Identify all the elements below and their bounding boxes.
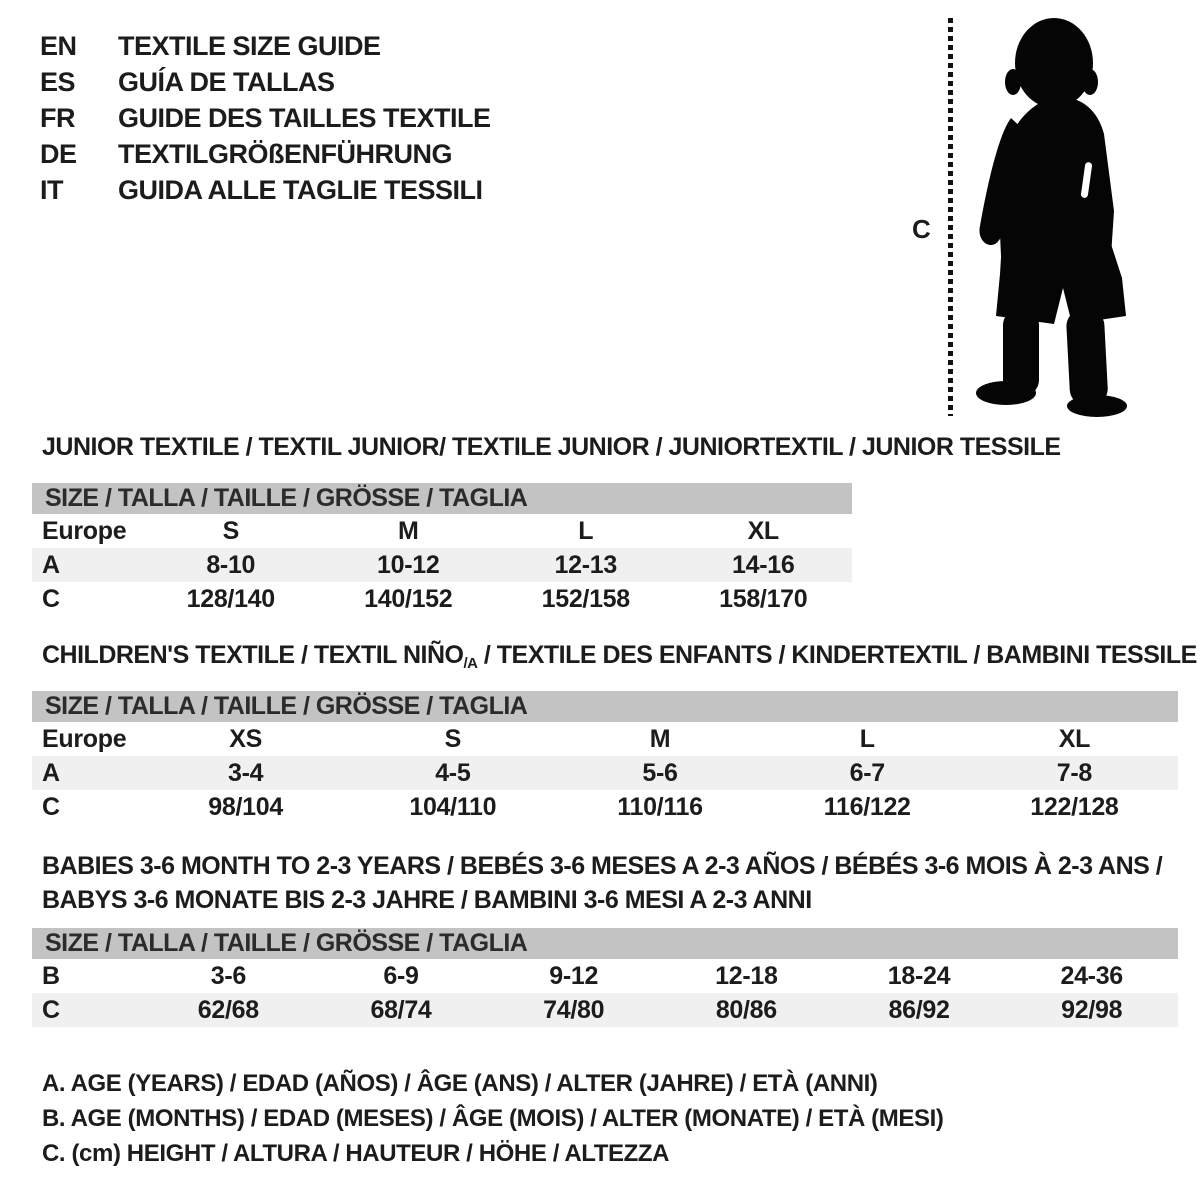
- legend-line-a: A. AGE (YEARS) / EDAD (AÑOS) / ÂGE (ANS) / ALTER (JAHRE) / ETÀ (ANNI): [42, 1070, 878, 1097]
- language-code: IT: [40, 174, 63, 205]
- age-cell: 7-8: [1056, 758, 1093, 787]
- height-cell: 104/110: [409, 792, 497, 821]
- table-row-age-years: [32, 548, 852, 582]
- size-cell: M: [397, 516, 419, 545]
- age-cell: 6-7: [849, 758, 885, 787]
- age-cell: 5-6: [642, 758, 678, 787]
- language-row-fr: [40, 100, 491, 136]
- table-row-height-cm: [32, 790, 1178, 824]
- height-cell: 62/68: [197, 995, 259, 1024]
- size-cell: M: [649, 724, 671, 753]
- age-cell: 6-9: [383, 961, 419, 990]
- legend: [42, 1066, 943, 1171]
- height-cell: 98/104: [208, 792, 283, 821]
- row-label: C: [42, 995, 60, 1024]
- table-row-height-cm: [32, 582, 852, 616]
- age-cell: 9-12: [549, 961, 599, 990]
- size-cell: XS: [229, 724, 262, 753]
- language-row-de: [40, 136, 491, 172]
- size-cell: XL: [1058, 724, 1091, 753]
- table-row-europe: [32, 514, 852, 548]
- language-title-list: [40, 28, 491, 208]
- section-title-babies: [42, 849, 1162, 917]
- size-cell: L: [859, 724, 875, 753]
- size-header-band: SIZE / TALLA / TAILLE / GRÖSSE / TAGLIA: [32, 691, 1178, 722]
- height-cell: 116/122: [823, 792, 911, 821]
- language-code: FR: [40, 102, 75, 133]
- age-cell: 12-13: [554, 550, 617, 579]
- age-cell: 10-12: [377, 550, 440, 579]
- size-cell: L: [578, 516, 594, 545]
- language-code: EN: [40, 30, 77, 61]
- height-cell: 80/86: [715, 995, 777, 1024]
- height-cell: 92/98: [1061, 995, 1123, 1024]
- row-label: C: [42, 584, 60, 613]
- table-row-age-months: [32, 959, 1178, 993]
- language-label: GUIDE DES TAILLES TEXTILE: [118, 102, 491, 133]
- title-text: CHILDREN'S TEXTILE / TEXTIL NIÑO: [42, 641, 464, 669]
- age-cell: 8-10: [206, 550, 256, 579]
- size-header-band: SIZE / TALLA / TAILLE / GRÖSSE / TAGLIA: [32, 483, 852, 514]
- age-cell: 24-36: [1060, 961, 1123, 990]
- row-label: Europe: [42, 724, 127, 753]
- language-label: TEXTILGRÖßENFÜHRUNG: [118, 138, 452, 169]
- babies-size-table: [32, 928, 1178, 1027]
- language-label: TEXTILE SIZE GUIDE: [118, 30, 381, 61]
- table-row-height-cm: [32, 993, 1178, 1027]
- age-cell: 3-4: [227, 758, 264, 787]
- title-line-1: BABIES 3-6 MONTH TO 2-3 YEARS / BEBÉS 3-6 MESES A 2-3 AÑOS / BÉBÉS 3-6 MOIS À 2-3 ANS /: [42, 852, 1163, 880]
- legend-line-c: C. (cm) HEIGHT / ALTURA / HAUTEUR / HÖHE / ALTEZZA: [42, 1140, 670, 1167]
- height-dashed-line: [948, 18, 953, 416]
- age-cell: 18-24: [887, 961, 951, 990]
- table-row-age-years: [32, 756, 1178, 790]
- row-label: Europe: [42, 516, 127, 545]
- language-code: ES: [40, 66, 76, 97]
- height-cell: 128/140: [186, 584, 275, 613]
- age-cell: 12-18: [715, 961, 778, 990]
- size-cell: S: [222, 516, 239, 545]
- row-label: C: [42, 792, 60, 821]
- title-text: / TEXTILE DES ENFANTS / KINDERTEXTIL / BAMBINI TESSILE: [477, 641, 1197, 669]
- language-row-en: [40, 28, 491, 64]
- row-label: A: [42, 550, 60, 579]
- section-title-children: [42, 641, 1197, 670]
- age-cell: 4-5: [435, 758, 471, 787]
- junior-size-table: [32, 483, 852, 616]
- age-cell: 3-6: [210, 961, 246, 990]
- language-label: GUIDA ALLE TAGLIE TESSILI: [118, 174, 483, 205]
- size-header-band: SIZE / TALLA / TAILLE / GRÖSSE / TAGLIA: [32, 928, 1178, 959]
- title-line-2: BABYS 3-6 MONATE BIS 2-3 JAHRE / BAMBINI 3-6 MESI A 2-3 ANNI: [42, 886, 812, 914]
- language-row-it: [40, 172, 491, 208]
- children-size-table: [32, 691, 1178, 824]
- age-cell: 14-16: [732, 550, 795, 579]
- section-title-junior: JUNIOR TEXTILE / TEXTIL JUNIOR/ TEXTILE JUNIOR / JUNIORTEXTIL / JUNIOR TESSILE: [42, 433, 1061, 461]
- measure-c-label: C: [912, 214, 931, 244]
- table-row-europe: [32, 722, 1178, 756]
- title-subscript: /A: [463, 655, 478, 672]
- height-cell: 74/80: [543, 995, 605, 1024]
- height-cell: 152/158: [541, 584, 630, 613]
- language-row-es: [40, 64, 491, 100]
- height-cell: 122/128: [1030, 792, 1119, 821]
- height-cell: 140/152: [364, 584, 453, 613]
- height-cell: 86/92: [888, 995, 950, 1024]
- size-cell: S: [444, 724, 461, 753]
- row-label: B: [42, 961, 60, 990]
- language-code: DE: [40, 138, 77, 169]
- height-cell: 110/116: [617, 792, 703, 821]
- size-cell: XL: [747, 516, 779, 545]
- height-cell: 68/74: [370, 995, 432, 1024]
- row-label: A: [42, 758, 60, 787]
- height-cell: 158/170: [719, 584, 808, 613]
- legend-line-b: B. AGE (MONTHS) / EDAD (MESES) / ÂGE (MOIS) / ALTER (MONATE) / ETÀ (MESI): [42, 1105, 944, 1132]
- height-measure-figure: [900, 0, 1200, 430]
- language-label: GUÍA DE TALLAS: [118, 66, 335, 97]
- toddler-silhouette-icon: [966, 16, 1136, 423]
